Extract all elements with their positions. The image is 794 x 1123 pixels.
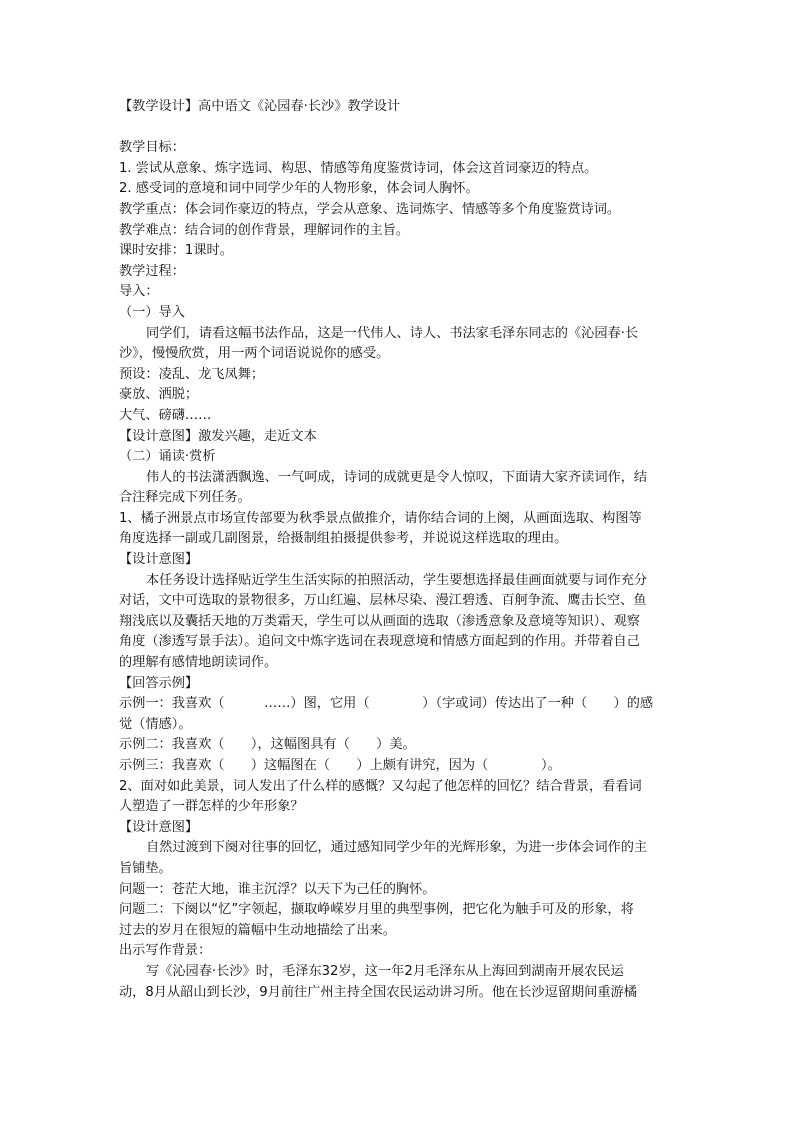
text-line: 动，8月从韶山到长沙，9月前往广州主持全国农民运动讲习所。他在长沙逗留期间重游橘 xyxy=(119,984,637,1000)
text-line: 问题一：苍茫大地，谁主沉浮？以天下为己任的胸怀。 xyxy=(119,881,436,897)
text-line: 【设计意图】激发兴趣，走近文本 xyxy=(119,428,317,444)
text-line: 角度（渗透写景手法）。追问文中炼字选词在表现意境和情感方面起到的作用。并带着自己 xyxy=(119,634,640,650)
text-line: 教学重点：体会词作豪迈的特点，学会从意象、选词炼字、情感等多个角度鉴赏诗词。 xyxy=(119,201,621,217)
text-line: 出示写作背景： xyxy=(119,943,212,959)
text-line: 同学们，请看这幅书法作品，这是一代伟人、诗人、书法家毛泽东同志的《沁园春·长 xyxy=(146,325,639,341)
blank-line xyxy=(119,118,679,139)
text-line: 【设计意图】 xyxy=(119,819,199,835)
text-line: 问题二：下阕以“忆”字领起，撷取峥嵘岁月里的典型事例，把它化为触手可及的形象，将 xyxy=(119,902,634,918)
text-line: 沙》，慢慢欣赏，用一两个词语说说你的感受。 xyxy=(119,346,390,362)
text-line: 自然过渡到下阕对往事的回忆，通过感知同学少年的光辉形象，为进一步体会词作的主 xyxy=(146,840,648,856)
text-line: 2. 感受词的意境和词中同学少年的人物形象，体会词人胸怀。 xyxy=(119,181,479,197)
text-line: 伟人的书法潇洒飘逸、一气呵成，诗词的成就更是令人惊叹，下面请大家齐读词作，结 xyxy=(146,469,648,485)
text-line: 导入： xyxy=(119,284,159,300)
text-line: 预设：凌乱、龙飞凤舞； xyxy=(119,366,265,382)
text-line: （二）诵读·赏析 xyxy=(119,449,216,465)
text-line: 示例二：我喜欢（ ），这幅图具有（ ）美。 xyxy=(119,737,416,753)
text-line: 2、面对如此美景，词人发出了什么样的感慨？又勾起了他怎样的回忆？结合背景，看看词 xyxy=(119,778,642,794)
text-line: 人塑造了一群怎样的少年形象？ xyxy=(119,799,304,815)
text-line: 对话，文中可选取的景物很多，万山红遍、层林尽染、漫江碧透、百舸争流、鹰击长空、鱼 xyxy=(119,593,647,609)
text-line: 大气、磅礴…… xyxy=(119,407,212,423)
text-line: 本任务设计选择贴近学生生活实际的拍照活动，学生要想选择最佳画面就要与词作充分 xyxy=(146,572,648,588)
text-line: 教学难点：结合词的创作背景，理解词作的主旨。 xyxy=(119,222,410,238)
text-line: 写《沁园春·长沙》时，毛泽东32岁，这一年2月毛泽东从上海回到湖南开展农民运 xyxy=(146,963,624,979)
document-body xyxy=(119,97,679,1003)
text-line: 课时安排：1课时。 xyxy=(119,243,233,259)
text-line: 过去的岁月在很短的篇幅中生动地描绘了出来。 xyxy=(119,922,396,938)
text-line: 合注释完成下列任务。 xyxy=(119,490,251,506)
text-line: （一）导入 xyxy=(119,304,185,320)
text-line: 1. 尝试从意象、炼字选词、构思、情感等角度鉴赏诗词，体会这首词豪迈的特点。 xyxy=(119,160,598,176)
text-line: 的理解有感情地朗读词作。 xyxy=(119,655,278,671)
text-line: 旨铺垫。 xyxy=(119,860,172,876)
text-line: 豪放、洒脱； xyxy=(119,387,199,403)
text-line: 【设计意图】 xyxy=(119,552,199,568)
section-heading: 教学目标： xyxy=(119,140,185,156)
section-heading: 教学过程： xyxy=(119,263,185,279)
text-line: 1、橘子洲景点市场宣传部要为秋季景点做推介，请你结合词的上阕，从画面选取、构图等 xyxy=(119,510,642,526)
text-line: 角度选择一副或几副图景，给摄制组拍摄提供参考，并说说这样选取的理由。 xyxy=(119,531,568,547)
text-line: 示例三：我喜欢（ ）这幅图在（ ）上颇有讲究，因为（ ）。 xyxy=(119,758,561,773)
text-line: 觉（情感）。 xyxy=(119,716,192,732)
text-line: 【回答示例】 xyxy=(119,675,199,691)
text-line: 翔浅底以及囊括天地的万类霜天，学生可以从画面的选取（渗透意象及意境等知识）、观察 xyxy=(119,613,640,629)
text-line: 示例一：我喜欢（ ……）图，它用（ ）（字或词）传达出了一种（ ）的感 xyxy=(119,696,654,712)
document-title: 【教学设计】高中语文《沁园春·长沙》教学设计 xyxy=(119,99,401,114)
